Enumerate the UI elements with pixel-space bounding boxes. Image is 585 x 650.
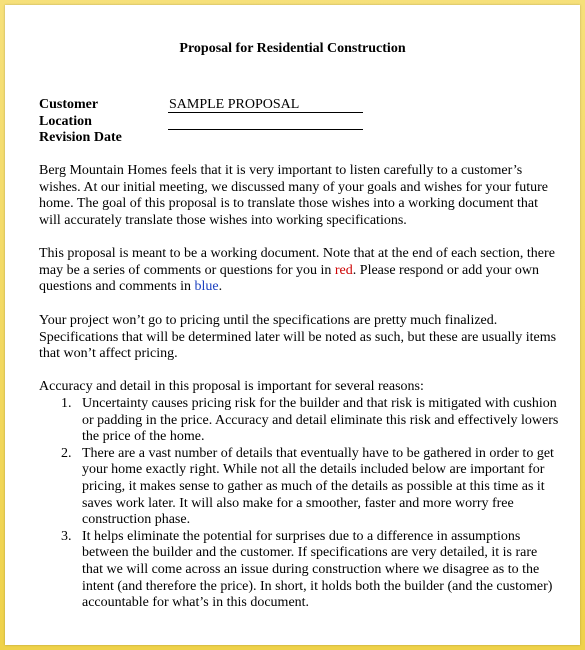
- list-item-text: It helps eliminate the potential for surprises due to a difference in assumptions between the builder and the customer. If specifications are very detailed, it is rare that we will come across an issue during construction where we disagree as to the intent (and therefore the price). In short, it holds both the builder (and the customer) accountable for what’s in this document.: [82, 528, 553, 611]
- revision-date-label: Revision Date: [39, 130, 122, 145]
- customer-label: Customer: [39, 97, 99, 112]
- location-underline: [168, 129, 363, 130]
- document-page: [5, 5, 580, 645]
- red-word: red: [334, 262, 353, 278]
- list-item: [39, 529, 559, 612]
- document-title: Proposal for Residential Construction: [179, 41, 406, 56]
- reasons-intro: Accuracy and detail in this proposal is important for several reasons:: [39, 379, 424, 394]
- list-item: [39, 396, 559, 446]
- blue-word: blue: [194, 279, 219, 295]
- list-item-text: Uncertainty causes pricing risk for the builder and that risk is mitigated with cushion or padding in the price. Accuracy and detail eliminate this risk and effectively lowers the price of the home.: [82, 396, 559, 445]
- list-item-number: 3.: [61, 528, 72, 544]
- customer-underline: [168, 112, 363, 113]
- page-bottom-fade: [5, 615, 580, 645]
- list-item-text: There are a vast number of details that eventually have to be gathered in order to get your home exactly right. While not all the details included below are important for pricing, it makes sense to gather as much of the details as possible at this time as it saves work later. It will also make for a smoother, faster and more worry free construction phase.: [82, 445, 554, 528]
- working-document-paragraph: [39, 246, 559, 296]
- pricing-paragraph: Your project won’t go to pricing until the specifications are pretty much finalized. Specifications that will be determined later will be noted as such, but these are usually items that won’t affect pricing.: [39, 313, 557, 362]
- reasons-list: [39, 396, 559, 612]
- working-document-text-2: . Please respond or add your own questions and comments in: [39, 262, 540, 295]
- location-label: Location: [39, 114, 92, 129]
- intro-paragraph: Berg Mountain Homes feels that it is very important to listen carefully to a customer’s wishes. At our initial meeting, we discussed many of your goals and wishes for your future home. The goal of this proposal is to translate those wishes into a working document that will accurately translate those wishes into working specifications.: [39, 163, 548, 228]
- customer-value: SAMPLE PROPOSAL: [169, 97, 300, 112]
- working-document-text-3: .: [218, 279, 223, 295]
- list-item-number: 1.: [61, 396, 72, 411]
- list-item: [39, 446, 559, 529]
- list-item-number: 2.: [61, 445, 72, 461]
- working-document-text-1: This proposal is meant to be a working document. Note that at the end of each section, there may be a series of comments or questions for you in: [39, 246, 555, 278]
